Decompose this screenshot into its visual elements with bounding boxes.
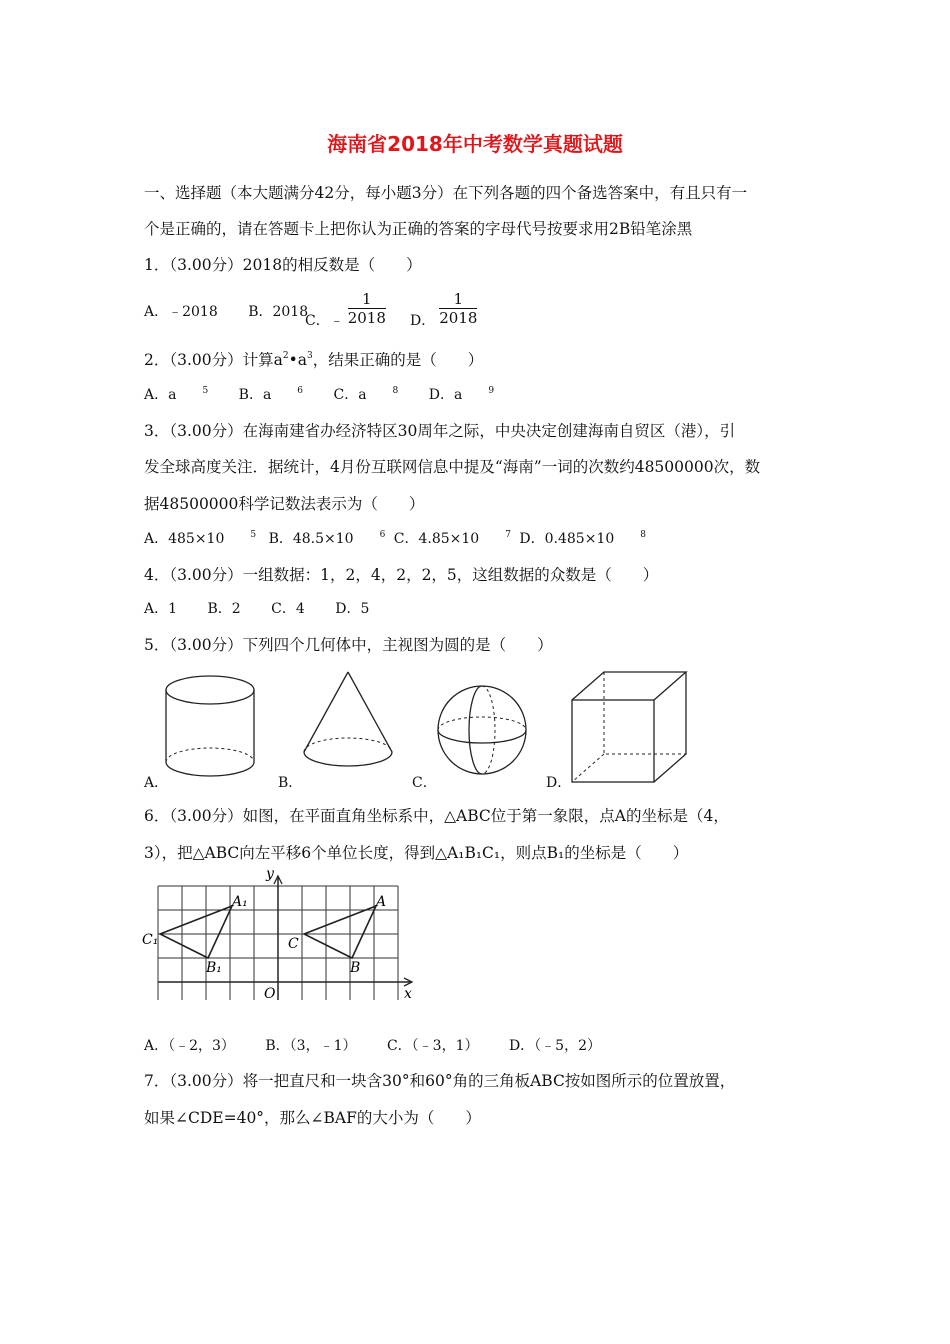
q1-option-c-fraction [348, 290, 412, 327]
q2-exp1: 2 [282, 351, 289, 361]
origin-label: O [264, 986, 276, 1002]
q5-label-c: C． [412, 775, 437, 791]
q2-option-d: D．a $^9$ [428, 386, 495, 403]
section-instructions-line2: 个是正确的，请在答题卡上把你认为正确的答案的字母代号按要求用2B铅笔涂黑 [144, 220, 693, 238]
q3-option-c: C．4.85×10 $^7$ [393, 530, 511, 547]
coordinate-graph [140, 868, 420, 1008]
section-instructions-line1: 一、选择题（本大题满分42分，每小题3分）在下列各题的四个备选答案中，有且只有一 [144, 184, 748, 202]
q1-d-numerator: 1 [439, 290, 477, 309]
q5-label-b: B． [278, 775, 303, 791]
q2-exp2: 3 [307, 351, 313, 361]
q6-option-a: A．（﹣2，3） [144, 1038, 235, 1054]
triangle-a1b1c1 [160, 906, 232, 958]
q3-option-d: D．0.485×10 $^8$ [519, 530, 646, 547]
x-axis-label: x [404, 986, 412, 1002]
q2-stem-b: ，结果正确的是（ ） [312, 351, 484, 369]
q5-label-d: D． [546, 775, 572, 791]
q4-options [144, 599, 395, 619]
y-axis-label: y [266, 866, 274, 882]
q2-option-c: C．a $^8$ [333, 386, 399, 403]
q4-option-d: D．5 [335, 601, 370, 617]
q7-line1: 7．（3.00分）将一把直尺和一块含30°和60°角的三角板ABC按如图所示的位置放置， [144, 1072, 736, 1090]
q2-option-a: A．a $^5$ [144, 386, 209, 403]
q1-c-numerator: 1 [348, 290, 386, 309]
q1-option-d-fraction [439, 290, 503, 327]
q1-option-c-prefix: C．﹣ [305, 312, 344, 329]
q1-option-a: A．﹣2018 [144, 304, 218, 320]
q2-stem [144, 350, 483, 370]
q1-option-d-prefix: D． [410, 312, 436, 329]
cone-figure [296, 668, 406, 788]
point-a1-label: A₁ [232, 894, 248, 910]
q3-line2: 发全球高度关注．据统计，4月份互联网信息中提及“海南”一词的次数约48500000次，数 [144, 458, 761, 476]
q7-line2: 如果∠CDE=40°，那么∠BAF的大小为（ ） [144, 1109, 481, 1127]
q4-option-c: C．4 [271, 601, 305, 617]
q1-d-denominator: 2018 [439, 309, 478, 327]
q1-c-denominator: 2018 [347, 309, 386, 327]
point-b-label: B [350, 960, 361, 976]
q2-dot: •a [288, 351, 307, 369]
q6-options [144, 1036, 627, 1056]
point-c-label: C [288, 936, 299, 952]
cylinder-figure [160, 668, 270, 788]
q1-option-b: B．2018 [248, 304, 309, 320]
q6-option-d: D．（﹣5，2） [508, 1038, 601, 1054]
q2-options [144, 385, 520, 405]
q3-option-b: B．48.5×10 $^6$ [268, 530, 386, 547]
q6-option-c: C．（﹣3，1） [386, 1038, 479, 1054]
point-b1-label: B₁ [206, 960, 222, 976]
q4-option-a: A．1 [144, 601, 178, 617]
q4-option-b: B．2 [207, 601, 241, 617]
q5-label-a: A． [144, 775, 169, 791]
sphere-figure [432, 680, 542, 790]
q1-options [144, 302, 314, 322]
q2-option-b: B．a $^6$ [238, 386, 304, 403]
point-a-label: A [376, 894, 387, 910]
triangle-abc [304, 906, 376, 958]
q3-option-a: A．485×10 $^5$ [144, 530, 257, 547]
page-title: 海南省2018年中考数学真题试题 [327, 132, 623, 156]
q6-line2: 3），把△ABC向左平移6个单位长度，得到△A₁B₁C₁，则点B₁的坐标是（ ） [144, 844, 689, 862]
q3-line1: 3．（3.00分）在海南建省办经济特区30周年之际，中央决定创建海南自贸区（港），引 [144, 422, 736, 440]
q1-option-d [410, 290, 529, 327]
q6-option-b: B．（3，﹣1） [265, 1038, 357, 1054]
point-c1-label: C₁ [142, 932, 159, 948]
q6-line1: 6．（3.00分）如图，在平面直角坐标系中，△ABC位于第一象限，点A的坐标是（4， [144, 807, 729, 825]
cube-figure [568, 668, 693, 788]
q2-stem-a: 2．（3.00分）计算a [144, 351, 283, 369]
q3-options [144, 529, 672, 549]
q3-line3: 据48500000科学记数法表示为（ ） [144, 495, 425, 513]
q1-stem: 1．（3.00分）2018的相反数是（ ） [144, 256, 422, 274]
q4-stem: 4．（3.00分）一组数据：1，2，4，2，2，5，这组数据的众数是（ ） [144, 566, 659, 584]
q5-stem: 5．（3.00分）下列四个几何体中，主视图为圆的是（ ） [144, 636, 553, 654]
